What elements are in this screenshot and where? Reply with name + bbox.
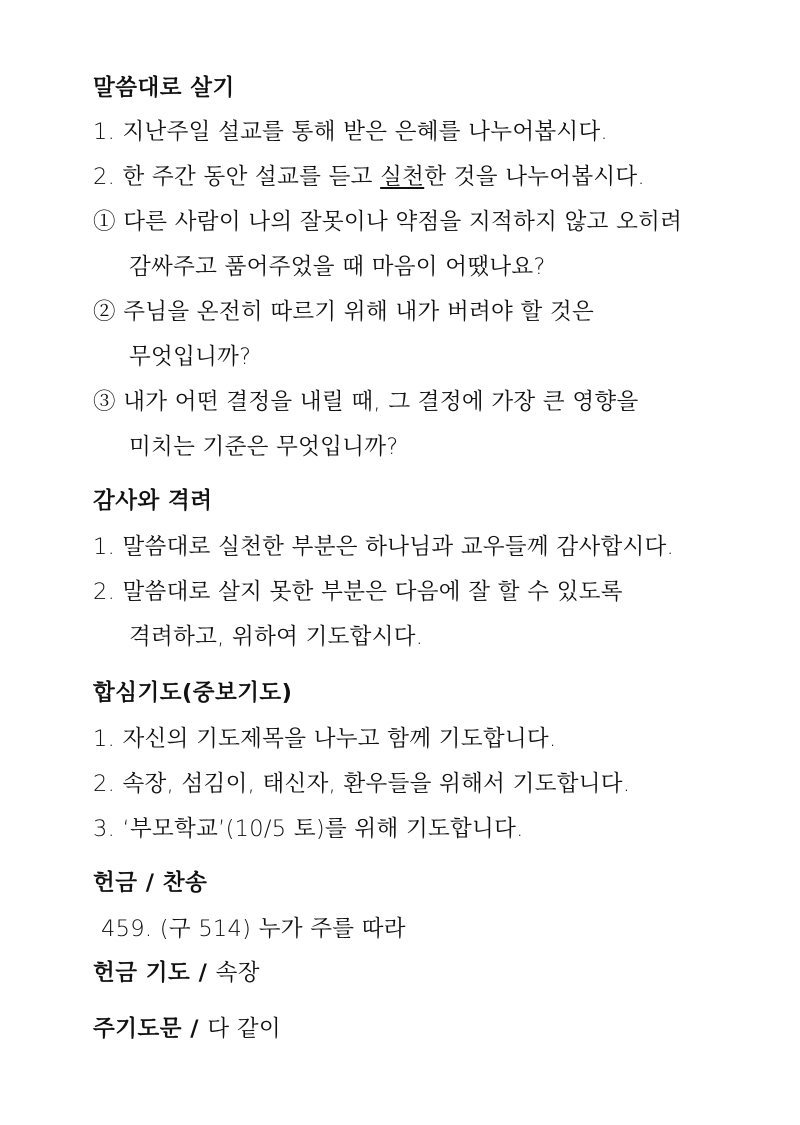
- thanks-item-1: 1. 말씀대로 실천한 부분은 하나님과 교우들께 감사합시다.: [93, 534, 675, 560]
- question-1-line-1: ① 다른 사람이 나의 잘못이나 약점을 지적하지 않고 오히려: [93, 209, 683, 235]
- section-heading-apply: 말씀대로 살기: [93, 75, 235, 101]
- offering-prayer-line: [93, 958, 260, 988]
- apply-item-2-underlined: 실천: [380, 164, 425, 190]
- lords-prayer-separator: /: [181, 1016, 208, 1042]
- prayer-item-1: 1. 자신의 기도제목을 나누고 함께 기도합니다.: [93, 726, 557, 752]
- prayer-item-3: 3. ‘부모학교’(10/5 토)를 위해 기도합니다.: [93, 816, 524, 842]
- thanks-item-2-cont: 격려하고, 위하여 기도합시다.: [129, 624, 424, 650]
- lords-prayer-heading: 주기도문: [93, 1016, 182, 1042]
- lords-prayer-line: [93, 1014, 281, 1044]
- apply-item-2-after: 한 것을 나누어봅시다.: [424, 164, 645, 190]
- apply-item-2: [93, 162, 645, 192]
- offering-prayer-leader: 속장: [215, 960, 260, 986]
- lords-prayer-who: 다 같이: [207, 1016, 281, 1042]
- question-2-line-1: ② 주님을 온전히 따르기 위해 내가 버려야 할 것은: [93, 299, 595, 325]
- section-heading-thanks: 감사와 격려: [93, 488, 213, 514]
- hymn-line: 459. (구 514) 누가 주를 따라: [101, 916, 406, 942]
- section-heading-prayer: 합심기도(중보기도): [93, 680, 293, 706]
- prayer-item-2: 2. 속장, 섬김이, 태신자, 환우들을 위해서 기도합니다.: [93, 771, 631, 797]
- apply-item-2-before: 2. 한 주간 동안 설교를 듣고: [93, 164, 381, 190]
- section-heading-offering: 헌금 / 찬송: [93, 870, 208, 896]
- offering-prayer-separator: /: [190, 960, 216, 986]
- question-2-line-2: 무엇입니까?: [129, 344, 252, 370]
- thanks-item-2: 2. 말씀대로 살지 못한 부분은 다음에 잘 할 수 있도록: [93, 579, 623, 605]
- question-1-line-2: 감싸주고 품어주었을 때 마음이 어땠나요?: [129, 254, 546, 280]
- offering-prayer-heading: 헌금 기도: [93, 960, 191, 986]
- question-3-line-1: ③ 내가 어떤 결정을 내릴 때, 그 결정에 가장 큰 영향을: [93, 389, 639, 415]
- apply-item-1: 1. 지난주일 설교를 통해 받은 은혜를 나누어봅시다.: [93, 119, 608, 145]
- question-3-line-2: 미치는 기준은 무엇입니까?: [129, 434, 399, 460]
